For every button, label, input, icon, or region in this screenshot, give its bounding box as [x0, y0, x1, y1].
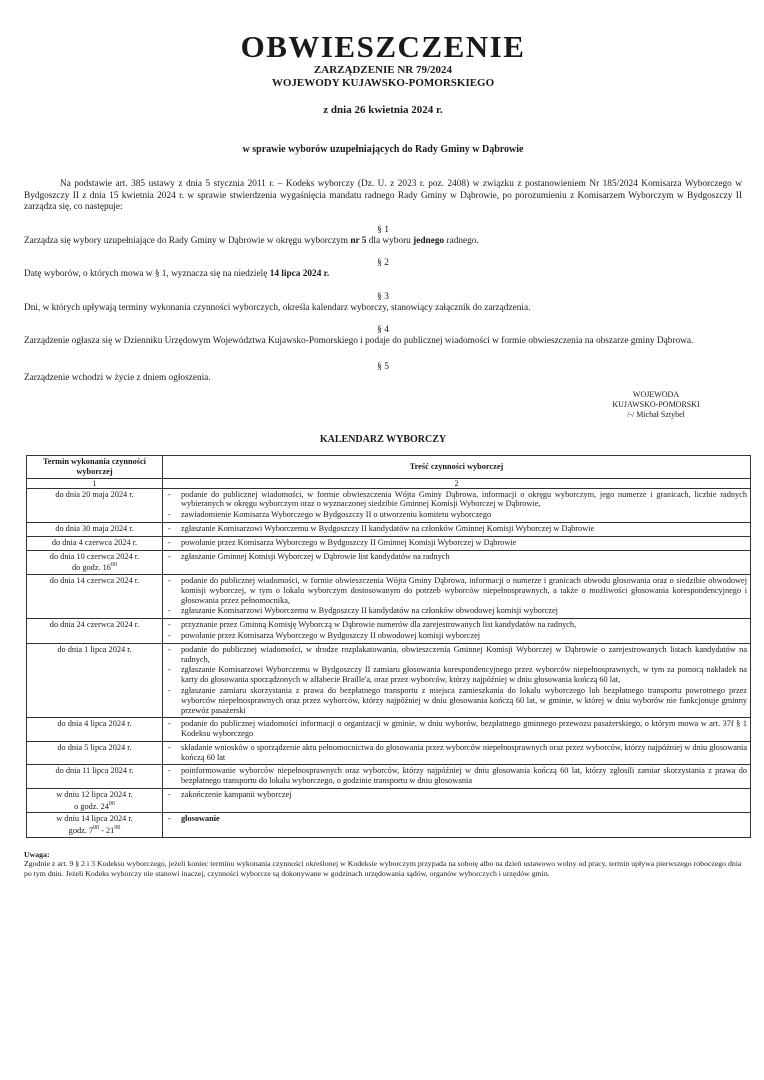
section-text-2: Datę wyborów, o których mowa w § 1, wyznacza się na niedzielę 14 lipca 2024 r.	[24, 269, 330, 279]
calendar-term-date: do dnia 24 czerwca 2024 r.	[49, 620, 140, 630]
calendar-term-date: do dnia 4 czerwca 2024 r.	[51, 537, 138, 547]
signature-region: KUJAWSKO-POMORSKI	[612, 400, 700, 409]
calendar-term	[27, 550, 163, 574]
calendar-term-hour: godz. $7^{00} - 21^{00}$	[68, 825, 121, 835]
intro-paragraph: Na podstawie art. 385 ustawy z dnia 5 stycznia 2011 r. – Kodeks wyborczy (Dz. U. z 2023 r. poz. 2408) w związku z postanowieniem Nr 185/2024 Komisarza Wyborczego w Bydgoszczy II z dnia 15 kwietnia 2024 r. w sprawie stwierdzenia wygaśnięcia mandatu radnego Rady Gminy w Dąbrowie, po porozumieniu z Komisarzem Wyborczym w Bydgoszczy II zarządza się, co następuje:	[24, 179, 742, 212]
footnote	[24, 850, 742, 879]
calendar-row	[27, 789, 751, 813]
calendar-item: - podanie do publicznej wiadomości informacji o organizacji w gminie, w dniu wyborów, bezpłatnego gminnego przewozu pasażerskiego, o którym mowa w art. 37f § 1 Kodeksu wyborczego	[166, 719, 747, 739]
calendar-item-list	[166, 552, 747, 562]
calendar-item-list	[166, 645, 747, 716]
calendar-title: KALENDARZ WYBORCZY	[319, 434, 447, 445]
decree-number: ZARZĄDZENIE NR 79/2024	[313, 64, 453, 76]
calendar-content	[163, 536, 751, 550]
calendar-row	[27, 741, 751, 765]
calendar-term-date: do dnia 5 lipca 2024 r.	[57, 742, 132, 752]
section-symbol-3: § 3	[377, 291, 389, 302]
calendar-content	[163, 522, 751, 536]
calendar-term-date: do dnia 14 czerwca 2024 r.	[49, 575, 140, 585]
calendar-term	[27, 813, 163, 837]
calendar-term-date: do dnia 30 maja 2024 r.	[55, 523, 134, 533]
calendar-item: - zgłaszanie Komisarzowi Wyborczemu w Bydgoszczy II kandydatów na członków obwodowej komisji wyborczej	[166, 606, 747, 616]
calendar-item-list	[166, 814, 747, 824]
calendar-content	[163, 643, 751, 718]
calendar-row	[27, 488, 751, 522]
calendar-content	[163, 488, 751, 522]
calendar-row	[27, 765, 751, 789]
calendar-item: - podanie do publicznej wiadomości, w formie obwieszczenia Wójta Gminy Dąbrowa, informacji o okręgu wyborczym, jego numerze i granicach, liczbie radnych wybieranych w okręgu wyborczym oraz o wyznaczonej siedzibie Gminnej Komisji Wyborczej w Dąbrowie,	[166, 490, 747, 510]
calendar-content	[163, 789, 751, 813]
section-text-1: Zarządza się wybory uzupełniające do Rady Gminy w Dąbrowie w okręgu wyborczym nr 5 dla wyboru jednego radnego.	[24, 235, 479, 246]
calendar-col2-header: Treść czynności wyborczej	[163, 456, 751, 479]
calendar-item: - zgłaszanie Komisarzowi Wyborczemu w Bydgoszczy II zamiaru głosowania korespondencyjnego przez wyborców niepełnosprawnych, w tym za pomocą nakładek na karty do głosowania sporządzonych w alfabecie Braille'a, oraz przez wyborców, którzy najpóźniej w dniu głosowania kończą 60 lat,	[166, 665, 747, 685]
signature-name: /-/ Michał Sztybel	[627, 410, 685, 419]
calendar-content	[163, 619, 751, 644]
document-title: OBWIESZCZENIE	[240, 29, 526, 64]
calendar-item-list	[166, 524, 747, 534]
signature-block	[576, 390, 736, 420]
section-symbol-5: § 5	[377, 361, 389, 372]
calendar-row	[27, 718, 751, 742]
section-symbol-4: § 4	[377, 325, 389, 335]
calendar-content	[163, 574, 751, 618]
calendar-row	[27, 550, 751, 574]
decree-issuer: WOJEWODY KUJAWSKO-POMORSKIEGO	[271, 77, 495, 89]
calendar-body	[27, 488, 751, 837]
calendar-term-date: do dnia 20 maja 2024 r.	[55, 489, 134, 499]
decree-date: z dnia 26 kwietnia 2024 r.	[323, 104, 443, 116]
footnote-title: Uwaga:	[24, 849, 50, 859]
signature-role: WOJEWODA	[632, 390, 680, 399]
calendar-term	[27, 619, 163, 644]
calendar-row	[27, 574, 751, 618]
calendar-term	[27, 536, 163, 550]
calendar-term	[27, 522, 163, 536]
calendar-item: - zgłaszanie zamiaru skorzystania z prawa do bezpłatnego transportu z miejsca zamieszkania do lokalu wyborczego lub bezpłatnego transportu powrotnego przez wyborców niepełnosprawnych oraz przez wyborców, którzy najpóźniej w dniu głosowania kończą 60 lat, w gminie, w której w dniu wyborów nie funkcjonuje gminny przewóz pasażerski	[166, 686, 747, 715]
calendar-content	[163, 550, 751, 574]
calendar-term	[27, 789, 163, 813]
calendar-content	[163, 813, 751, 837]
calendar-item-list	[166, 490, 747, 520]
calendar-item: - powołanie przez Komisarza Wyborczego w Bydgoszczy II Gminnej Komisji Wyborczej w Dąbrowie	[166, 538, 747, 548]
calendar-term	[27, 718, 163, 742]
calendar-row	[27, 813, 751, 837]
footnote-text: Zgodnie z art. 9 § 2 i 3 Kodeksu wyborczego, jeżeli koniec terminu wykonania czynności określonej w Kodeksie wyborczym przypada na sobotę albo na dzień ustawowo wolny od pracy, termin upływa pierwszego roboczego dnia po tym dniu. Jeżeli Kodeks wyborczy nie stanowi inaczej, czynności wyborcze są dokonywane w godzinach urzędowania sądów, organów wyborczych i urzędów gmin.	[24, 859, 742, 878]
calendar-item: - zawiadomienie Komisarza Wyborczego w Bydgoszczy II o utworzeniu komitetu wyborczego	[166, 510, 747, 520]
calendar-content	[163, 718, 751, 742]
calendar-col1-number: 1	[27, 478, 163, 488]
calendar-term	[27, 741, 163, 765]
calendar-item-list	[166, 766, 747, 786]
calendar-item: - głosowanie	[166, 814, 747, 824]
calendar-item: - składanie wniosków o sporządzenie aktu pełnomocnictwa do głosowania przez wyborców niepełnosprawnych oraz przez wyborców, którzy najpóźniej w dniu głosowania kończą 60 lat	[166, 743, 747, 763]
calendar-item-list	[166, 790, 747, 800]
calendar-term-date: do dnia 1 lipca 2024 r.	[57, 644, 132, 654]
section-symbol-2: § 2	[377, 258, 389, 268]
calendar-table	[26, 455, 751, 838]
calendar-term-date: w dniu 12 lipca 2024 r.	[56, 790, 133, 800]
calendar-row	[27, 619, 751, 644]
calendar-content	[163, 765, 751, 789]
calendar-item: - podanie do publicznej wiadomości, w formie obwieszczenia Wójta Gminy Dąbrowa, informacji o numerze i granicach obwodu głosowania oraz o siedzibie obwodowej komisji wyborczej, w tym o lokalu wyborczym dostosowanym do potrzeb wyborców niepełnosprawnych, a także o możliwości głosowania korespondencyjnego i głosowania przez pełnomocnika,	[166, 576, 747, 605]
calendar-item-list	[166, 576, 747, 616]
calendar-term-date: w dniu 14 lipca 2024 r.	[56, 814, 133, 824]
decree-subject: w sprawie wyborów uzupełniających do Rady Gminy w Dąbrowie	[242, 144, 524, 155]
calendar-item-list	[166, 538, 747, 548]
calendar-row	[27, 522, 751, 536]
calendar-row	[27, 536, 751, 550]
calendar-term-date: do dnia 10 czerwca 2024 r.	[49, 551, 140, 561]
calendar-item: - przyznanie przez Gminną Komisję Wyborczą w Dąbrowie numerów dla zarejestrowanych list kandydatów na radnych,	[166, 620, 747, 630]
calendar-content	[163, 741, 751, 765]
calendar-col2-number: 2	[163, 478, 751, 488]
calendar-term	[27, 765, 163, 789]
calendar-term-date: do dnia 11 lipca 2024 r.	[55, 766, 134, 776]
calendar-item: - zgłaszanie Komisarzowi Wyborczemu w Bydgoszczy II kandydatów na członków Gminnej Komisji Wyborczej w Dąbrowie	[166, 524, 747, 534]
calendar-term	[27, 643, 163, 718]
calendar-item: - poinformowanie wyborców niepełnosprawnych oraz wyborców, którzy najpóźniej w dniu głosowania kończą 60 lat, którzy zgłosili zamiar skorzystania z prawa do bezpłatnego transportu do lokalu wyborczego, o godzinie transportu w dniu głosowania	[166, 766, 747, 786]
calendar-col1-header: Termin wykonania czynności wyborczej	[27, 456, 163, 479]
calendar-term-date: do dnia 4 lipca 2024 r.	[57, 719, 132, 729]
calendar-term-hour: o godz. $24^{00}$	[74, 800, 115, 811]
calendar-item: - zakończenie kampanii wyborczej	[166, 790, 747, 800]
calendar-term	[27, 488, 163, 522]
section-symbol-1: § 1	[377, 224, 389, 235]
calendar-item-list	[166, 620, 747, 641]
calendar-row	[27, 643, 751, 718]
section-text-4: Zarządzenie ogłasza się w Dzienniku Urzędowym Województwa Kujawsko-Pomorskiego i podaje do publicznej wiadomości w formie obwieszczenia na obszarze gminy Dąbrowa.	[24, 336, 694, 346]
calendar-item-list	[166, 743, 747, 763]
calendar-item-list	[166, 719, 747, 739]
section-text-3: Dni, w których upływają terminy wykonania czynności wyborczych, określa kalendarz wyborczy, stanowiący załącznik do zarządzenia.	[24, 302, 531, 313]
section-text-5: Zarządzenie wchodzi w życie z dniem ogłoszenia.	[24, 372, 211, 383]
calendar-term	[27, 574, 163, 618]
calendar-term-hour: do godz. $16^{00}$	[72, 562, 117, 573]
calendar-item: - powołanie przez Komisarza Wyborczego w Bydgoszczy II obwodowej komisji wyborczej	[166, 631, 747, 641]
calendar-item: - podanie do publicznej wiadomości, w drodze rozplakatowania, obwieszczenia Gminnej Komisji Wyborczej w Dąbrowie o zarejestrowanych listach kandydatów na radnych,	[166, 645, 747, 665]
calendar-item: - zgłaszanie Gminnej Komisji Wyborczej w Dąbrowie list kandydatów na radnych	[166, 552, 747, 562]
